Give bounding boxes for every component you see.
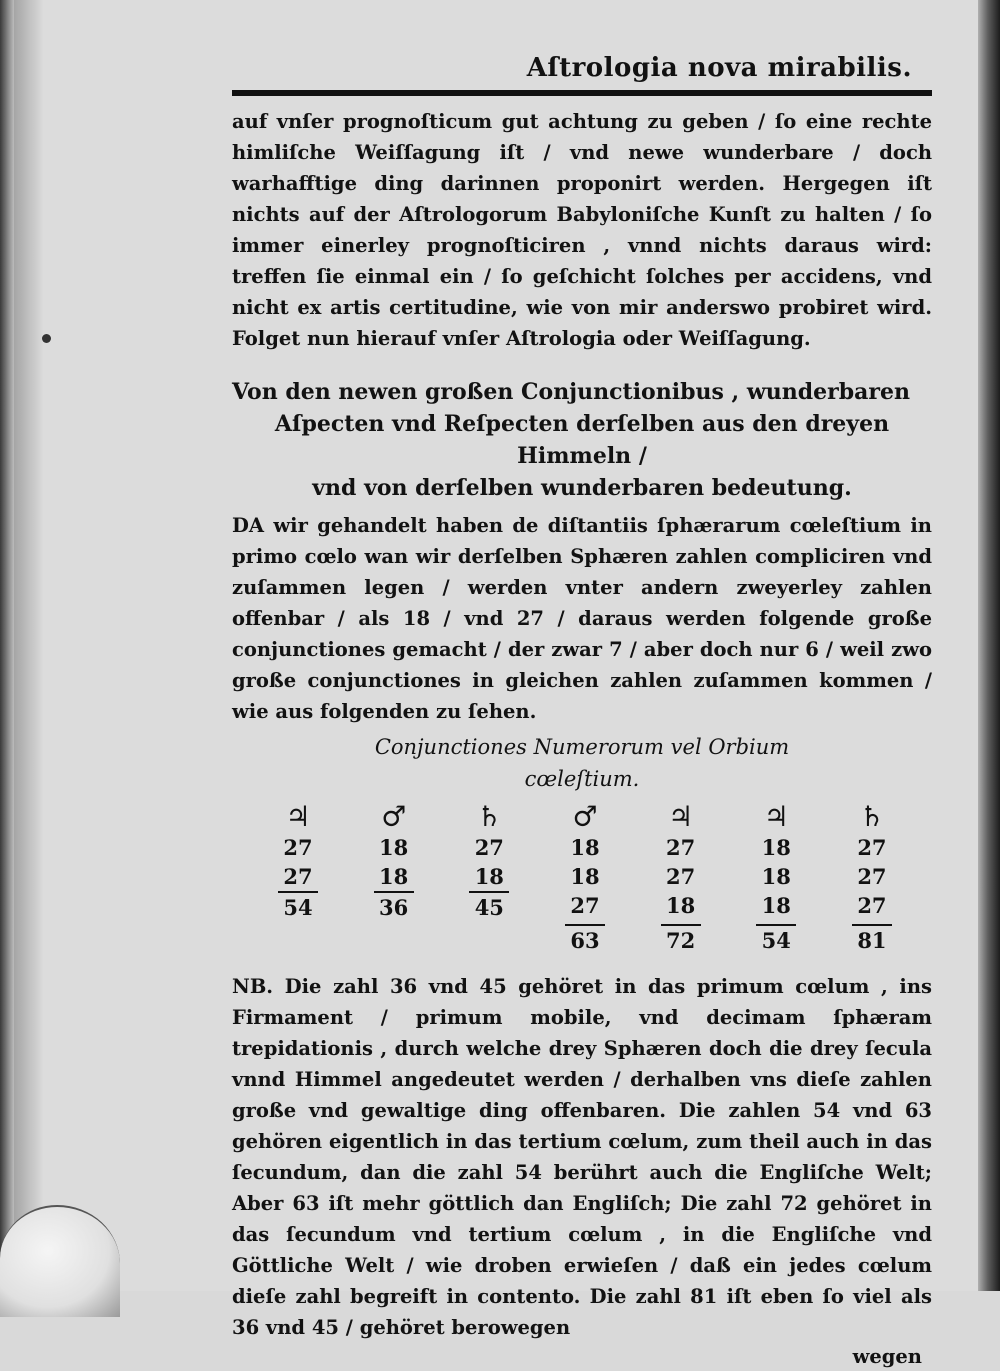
sum: 54 — [283, 895, 313, 920]
conjunction-column — [832, 801, 912, 955]
heading-line-1: Von den newen großen Conjunctionibus , wunderbaren — [232, 379, 910, 405]
catchword: wegen — [852, 1345, 922, 1368]
addend: 18 — [666, 893, 696, 918]
planet-symbol: ♄ — [476, 800, 502, 833]
addend: 18 — [469, 862, 509, 893]
ink-spot — [42, 334, 51, 343]
conjunction-column — [641, 801, 721, 955]
planet-symbol: ♃ — [668, 800, 694, 833]
addend: 27 — [474, 835, 504, 860]
addend: 18 — [570, 864, 600, 889]
sum: 81 — [852, 924, 892, 955]
addend: 18 — [570, 835, 600, 860]
conjunction-column — [449, 801, 529, 955]
conjunction-column — [354, 801, 434, 955]
table-title — [232, 731, 932, 795]
addend: 27 — [857, 835, 887, 860]
conjunctions-table — [258, 801, 912, 955]
main-paragraph: DA wir gehandelt haben de diſtantiis ſphærarum cœleſtium in primo cœlo wan wir derſelben Sphæren zahlen compliciren vnd zuſammen legen / werden vnter andern zweyerley zahlen offenbar / als 18 / vnd 27 / daraus werden folgende große conjunctiones gemacht / der zwar 7 / aber doch nur 6 / weil zwo große conjunctiones in gleichen zahlen zuſammen kommen / wie aus folgenden zu ſehen. — [232, 514, 932, 723]
page-fold-shadow — [14, 0, 44, 1291]
addend: 27 — [666, 864, 696, 889]
addend: 27 — [570, 893, 600, 918]
addend: 27 — [283, 835, 313, 860]
nb-paragraph: NB. Die zahl 36 vnd 45 gehöret in das primum cœlum , ins Firmament / primum mobile, vnd decimam ſphæram trepidationis , durch welche drey Sphæren doch die drey ſecula vnnd Himmel angedeutet werden / derhalben vns dieſe zahlen große vnd gewaltige ding offenbaren. Die zahlen 54 vnd 63 gehören eigentlich in das tertium cœlum, zum theil auch in das ſecundum, dan die zahl 54 berührt auch die Engliſche Welt; Aber 63 iſt mehr göttlich dan Engliſch; Die zahl 72 gehöret in das ſecundum vnd tertium cœlum , in die Engliſche vnd Göttliche Welt / wie droben erwieſen / daß ein jedes cœlum dieſe zahl begreift in contento. Die zahl 81 iſt eben ſo viel als 36 vnd 45 / gehöret berowegen — [232, 975, 932, 1339]
addend: 27 — [857, 864, 887, 889]
planet-symbol: ♃ — [763, 800, 789, 833]
page-text — [232, 50, 932, 1371]
addend: 18 — [761, 835, 791, 860]
sum: 36 — [379, 895, 409, 920]
thumb-holding-page — [0, 1205, 120, 1317]
intro-paragraph: auf vnſer prognoſticum gut achtung zu geben / ſo eine rechte himliſche Weiſſagung iſt / vnd newe wunderbare / doch warhafftige ding darinnen proponirt werden. Hergegen iſt nichts auf der Aſtrologorum Babyloniſche Kunſt zu halten / ſo immer einerley prognoſticiren , vnnd nichts daraus wird: treffen ſie einmal ein / ſo geſchicht ſolches per accidens, vnd nicht ex artis certitudine, wie von mir anderswo probiret wird. Folget nun hierauf vnſer Aſtrologia oder Weiſſagung. — [232, 110, 932, 350]
sum: 54 — [756, 924, 796, 955]
sum: 45 — [474, 895, 504, 920]
sum: 63 — [565, 924, 605, 955]
running-head: Aſtrologia nova mirabilis. — [526, 53, 912, 83]
sum: 72 — [661, 924, 701, 955]
planet-symbol: ♂ — [572, 800, 598, 833]
addend: 27 — [278, 862, 318, 893]
planet-symbol: ♂ — [381, 800, 407, 833]
conjunction-column — [545, 801, 625, 955]
table-title-line-1: Conjunctiones Numerorum vel Orbium — [374, 735, 790, 759]
heading-line-3: vnd von derſelben wunderbaren bedeutung. — [312, 475, 852, 501]
conjunction-column — [258, 801, 338, 955]
planet-symbol: ♃ — [285, 800, 311, 833]
addend: 18 — [761, 893, 791, 918]
addend: 18 — [761, 864, 791, 889]
addend: 18 — [374, 862, 414, 893]
addend: 18 — [379, 835, 409, 860]
heading-line-2: Aſpecten vnd Reſpecten derſelben aus den dreyen Himmeln / — [274, 411, 890, 469]
addend: 27 — [857, 893, 887, 918]
conjunction-column — [736, 801, 816, 955]
table-title-line-2: cœleſtium. — [524, 767, 640, 791]
section-heading — [232, 376, 932, 504]
book-edge-right — [978, 0, 1000, 1291]
addend: 27 — [666, 835, 696, 860]
book-gutter-left — [0, 0, 14, 1291]
planet-symbol: ♄ — [859, 800, 885, 833]
header-rule — [232, 90, 932, 96]
